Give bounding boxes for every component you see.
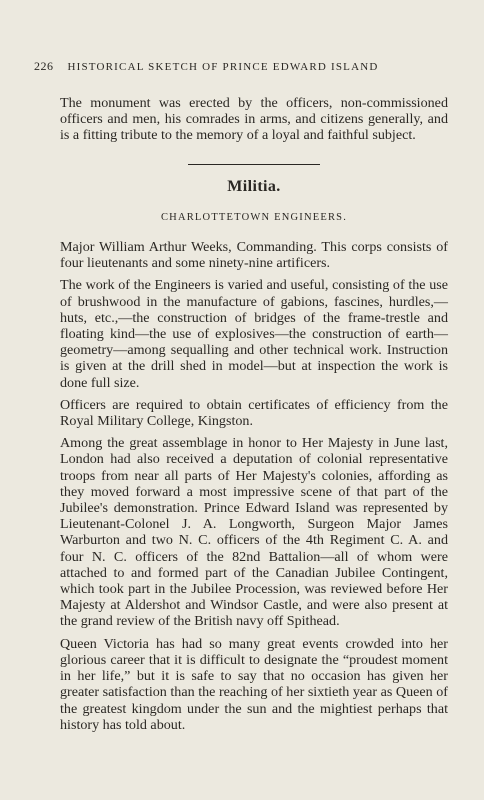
running-title: HISTORICAL SKETCH OF PRINCE EDWARD ISLAND — [67, 61, 379, 73]
paragraph: Major William Arthur Weeks, Commanding. This corps consists of four lieutenants and some ninety-nine artificers. — [60, 239, 448, 272]
paragraph: Among the great assemblage in honor to Her Majesty in June last, London had also received a deputation of colonial representative troops from near all parts of Her Majesty's colonies, affording as they moved forward a most impressive scene of that part of the Jubilee's demonstration. Prince Edward Island was represented by Lieutenant-Colonel J. A. Longworth, Surgeon Major James Warburton and two N. C. officers of the 4th Regiment C. A. and four N. C. officers of the 82nd Battalion—all of whom were attached to and formed part of the Canadian Jubilee Contingent, which took part in the Jubilee Procession, was reviewed before Her Majesty at Aldershot and Windsor Castle, and were also present at the grand review of the British navy off Spithead. — [60, 435, 448, 630]
subheading: CHARLOTTETOWN ENGINEERS. — [160, 211, 348, 223]
opening-paragraph: The monument was erected by the officers, non-commissioned officers and men, his comrades in arms, and citizens generally, and is a fitting tribute to the memory of a loyal and faithful subject. — [60, 95, 448, 144]
section-title: Militia. — [227, 177, 281, 195]
running-header — [34, 59, 379, 74]
paragraph: Officers are required to obtain certificates of efficiency from the Royal Military College, Kingston. — [60, 396, 448, 430]
page-number: 226 — [34, 59, 54, 73]
page-body — [60, 95, 448, 739]
section-divider — [188, 164, 320, 165]
paragraph: Queen Victoria has had so many great events crowded into her glorious career that it is difficult to designate the “proudest moment in her life,” but it is safe to say that no occasion has given her greater satisfaction than the reaching of her sixtieth year as Queen of the greatest kingdom under the sun and the mightiest perhaps that history has told about. — [60, 635, 448, 733]
paragraph: The work of the Engineers is varied and useful, consisting of the use of brushwood in the manufacture of gabions, fascines, hurdles,—huts, etc.,—the construction of bridges of the frame-trestle and floating kind—the use of explosives—the construction of earth—geometry—among sequalling and other technical work. Instruction is given at the drill shed in model—but at inspection the work is done full size. — [60, 277, 448, 391]
